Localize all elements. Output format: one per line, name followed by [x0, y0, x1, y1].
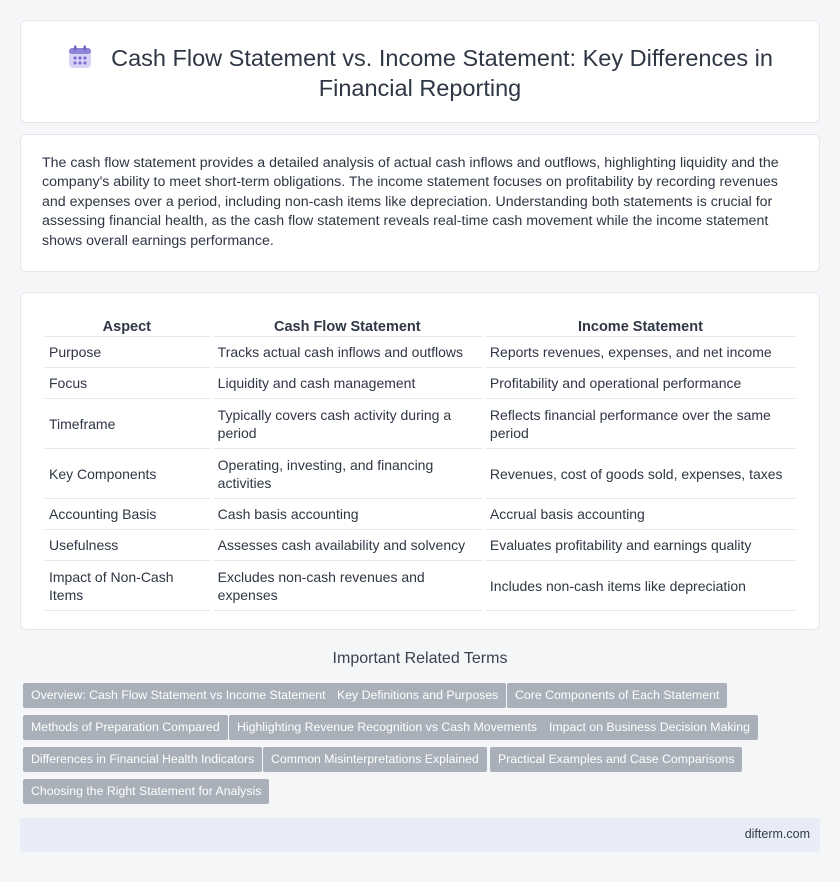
table-cell: Focus: [44, 368, 210, 399]
related-term-tag[interactable]: Differences in Financial Health Indicators: [23, 747, 262, 772]
calendar-grid-icon: [67, 44, 93, 70]
related-term-tag[interactable]: Impact on Business Decision Making: [541, 715, 758, 740]
column-header-cash-flow: Cash Flow Statement: [213, 315, 482, 337]
column-header-income: Income Statement: [485, 315, 796, 337]
table-cell: Evaluates profitability and earnings quality: [485, 530, 796, 561]
intro-paragraph: The cash flow statement provides a detailed analysis of actual cash inflows and outflows, highlighting liquidity and the company's ability to meet short-term obligations. The income statement focuses on profitability by recording revenues and expenses over a period, including non-cash items like depreciation. Understanding both statements is crucial for assessing financial health, as the cash flow statement reveals real-time cash movement while the income statement shows overall earnings performance.: [42, 155, 779, 249]
table-cell: Cash basis accounting: [213, 499, 482, 530]
table-cell: Purpose: [44, 337, 210, 368]
table-row: [44, 399, 796, 449]
table-cell: Accrual basis accounting: [485, 499, 796, 530]
related-term-tag[interactable]: Highlighting Revenue Recognition vs Cash Movements: [229, 715, 545, 740]
table-row: [44, 337, 796, 368]
related-term-tag[interactable]: Methods of Preparation Compared: [23, 715, 228, 740]
table-row: [44, 530, 796, 561]
related-term-tag[interactable]: Overview: Cash Flow Statement vs Income Statement: [23, 683, 334, 708]
related-term-tag[interactable]: Key Definitions and Purposes: [329, 683, 506, 708]
related-term-tag[interactable]: Common Misinterpretations Explained: [263, 747, 487, 772]
table-cell: Accounting Basis: [44, 499, 210, 530]
table-cell: Tracks actual cash inflows and outflows: [213, 337, 482, 368]
table-cell: Excludes non-cash revenues and expenses: [213, 561, 482, 611]
title-line-2: Financial Reporting: [318, 75, 522, 101]
table-cell: Operating, investing, and financing activities: [213, 449, 482, 499]
table-cell: Usefulness: [44, 530, 210, 561]
title-line-1: Cash Flow Statement vs. Income Statement: Key Differences in: [111, 45, 773, 71]
table-cell: Profitability and operational performance: [485, 368, 796, 399]
table-cell: Assesses cash availability and solvency: [213, 530, 482, 561]
table-cell: Timeframe: [44, 399, 210, 449]
table-cell: Key Components: [44, 449, 210, 499]
footer-site-link[interactable]: difterm.com: [744, 827, 810, 841]
table-row: [44, 368, 796, 399]
related-term-tag[interactable]: Choosing the Right Statement for Analysis: [23, 779, 269, 804]
column-header-aspect: Aspect: [44, 315, 210, 337]
related-term-tag[interactable]: Core Components of Each Statement: [507, 683, 727, 708]
table-cell: Reports revenues, expenses, and net income: [485, 337, 796, 368]
table-cell: Typically covers cash activity during a period: [213, 399, 482, 449]
intro-card: [20, 134, 820, 272]
table-row: [44, 449, 796, 499]
page-title: [21, 43, 819, 103]
table-row: [44, 561, 796, 611]
table-cell: Includes non-cash items like depreciation: [485, 561, 796, 611]
related-term-tag[interactable]: Practical Examples and Case Comparisons: [490, 747, 742, 772]
comparison-table-card: [20, 292, 820, 630]
table-header-row: [44, 315, 796, 337]
table-cell: Reflects financial performance over the same period: [485, 399, 796, 449]
table-cell: Impact of Non-Cash Items: [44, 561, 210, 611]
header-card: [20, 20, 820, 123]
table-cell: Liquidity and cash management: [213, 368, 482, 399]
footer-bar: [20, 818, 820, 852]
related-terms-heading: Important Related Terms: [332, 650, 508, 667]
table-row: [44, 499, 796, 530]
table-cell: Revenues, cost of goods sold, expenses, taxes: [485, 449, 796, 499]
comparison-table: [41, 315, 799, 611]
